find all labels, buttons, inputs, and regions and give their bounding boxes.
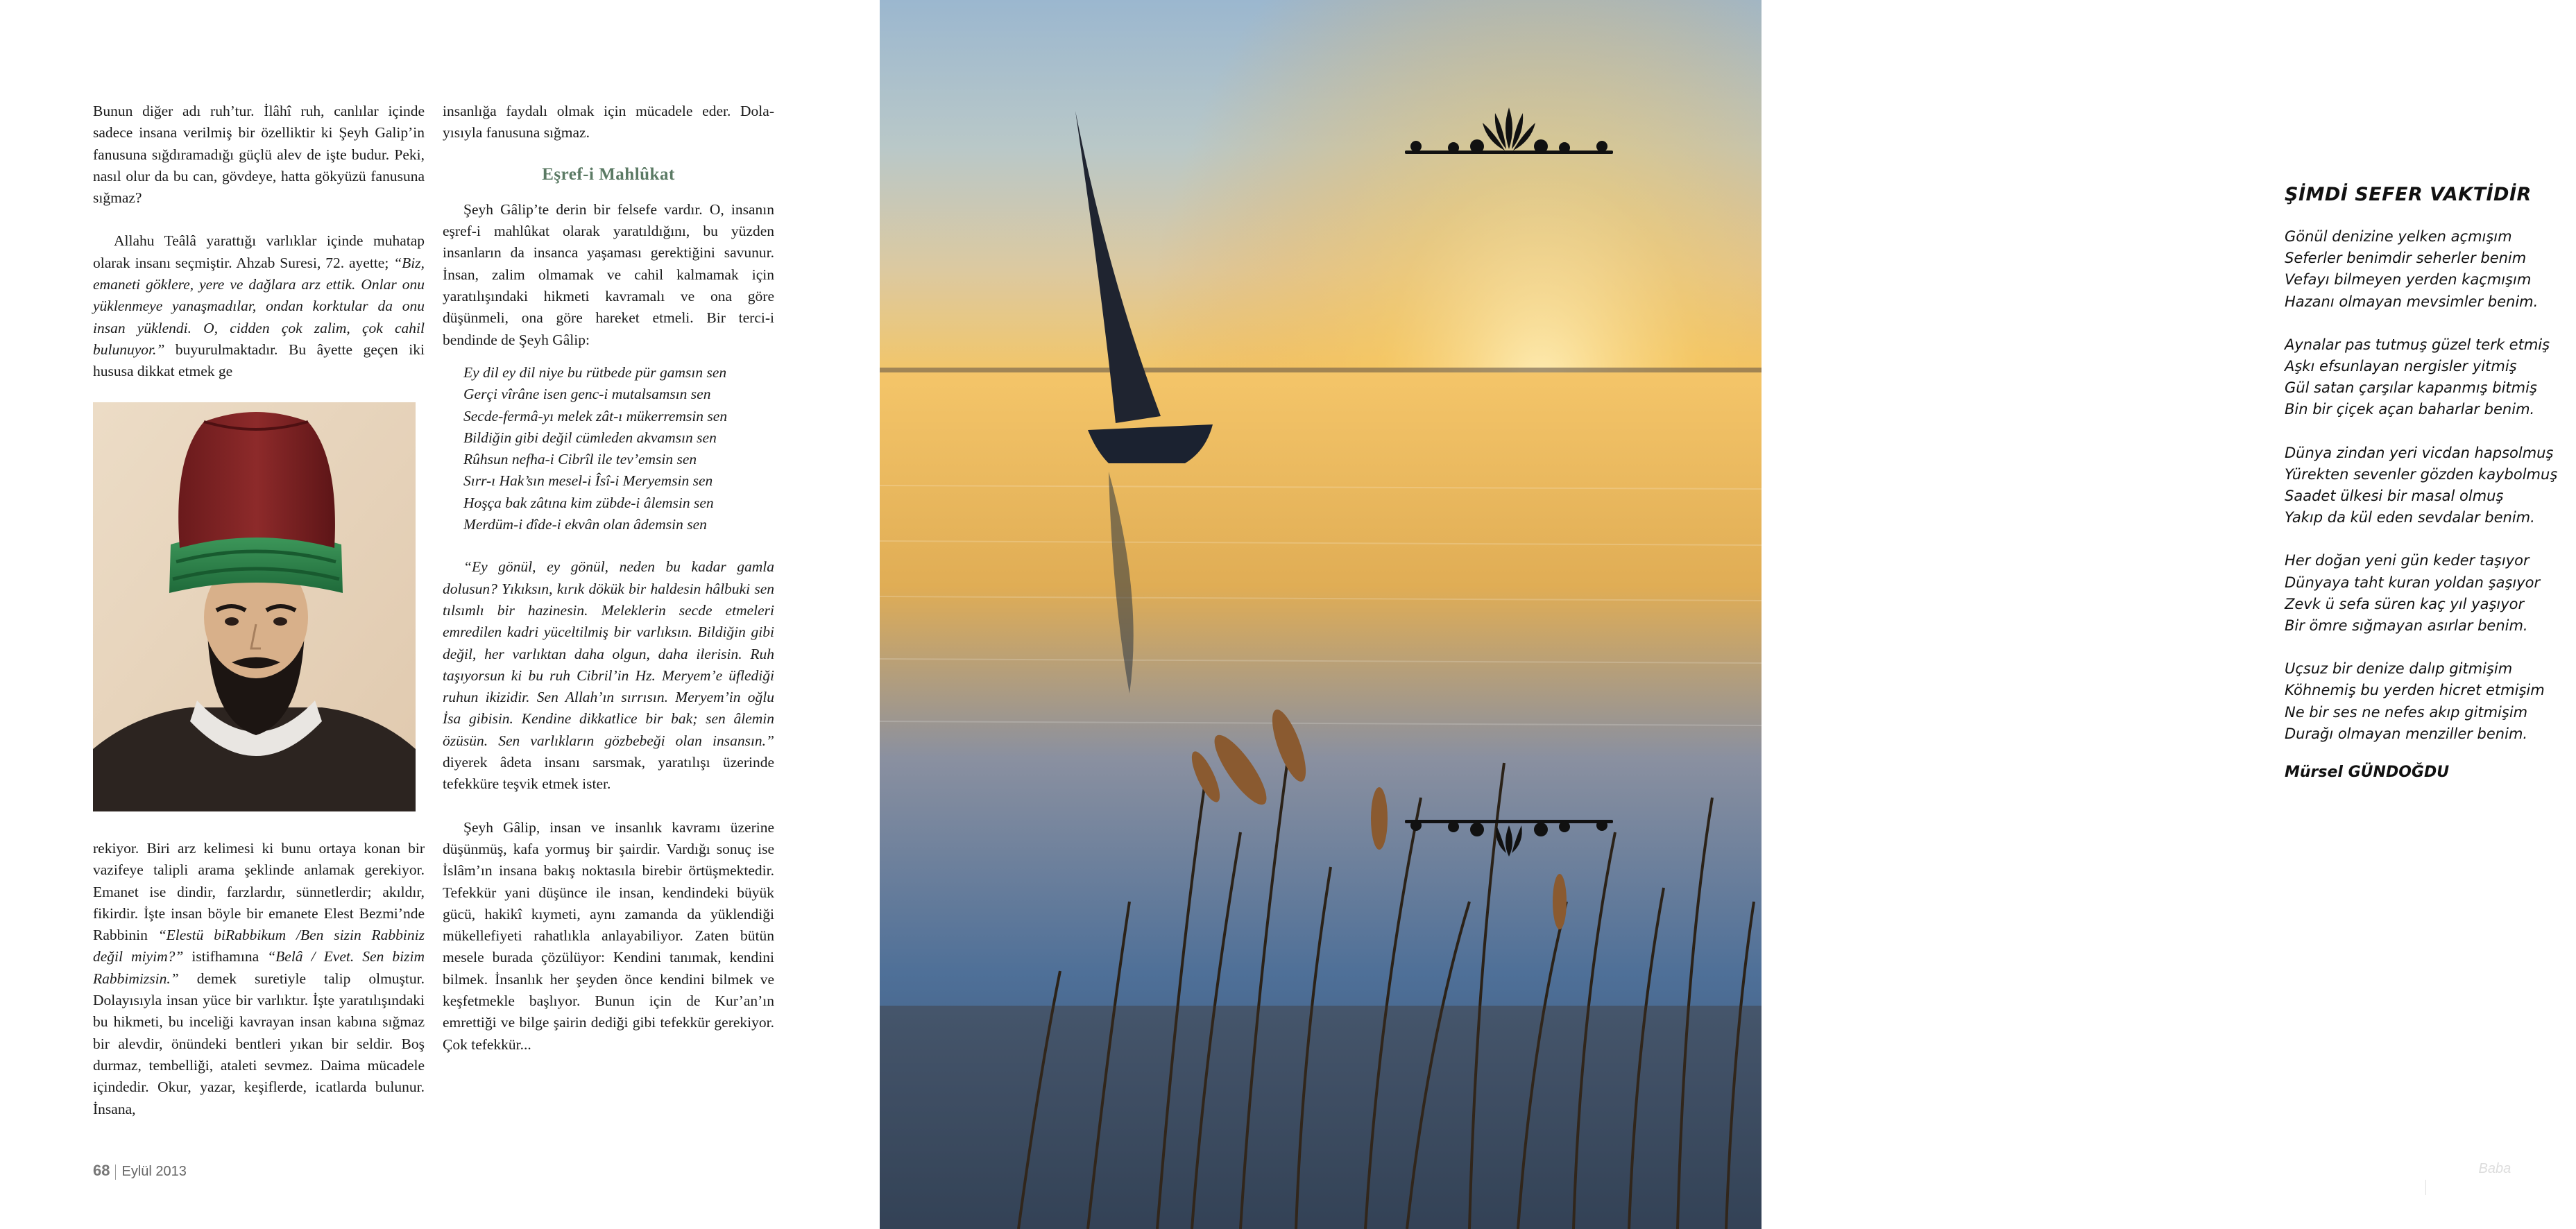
poem-title: ŞİMDİ SEFER VAKTİDİR: [2285, 184, 2532, 205]
poem-stanza: [2285, 550, 2576, 637]
paragraph: Bunun diğer adı ruh’tur. İlâhî ruh, canlılar içinde sadece insana verilmiş bir özelliktir ki Şeyh Galip’in fanusuna sığdıramadığı güçlü alev de işte budur. Peki, nasıl olur da bu can, gövdeye, hatta gökyüzü fanusuna sığmaz?: [93, 103, 425, 207]
poem-line: Aşkı efsunlayan nergisler yitmiş: [2285, 358, 2517, 375]
poem-line: Zevk ü sefa süren kaç yıl yaşıyor: [2285, 595, 2525, 612]
paragraph: [443, 556, 774, 795]
poem-line: Hazanı olmayan mevsimler benim.: [2285, 293, 2539, 310]
poem-line: Bin bir çiçek açan baharlar benim.: [2285, 401, 2535, 418]
quote-text: “Biz, emaneti göklere, yere ve dağlara arz ettik. Onlar onu yüklenmeye yanaşmadılar, ondan korktular da onu insan yüklendi. O, cidden çok zalim, çok cahil bulunuyor.”: [93, 254, 425, 358]
footer-divider: [2425, 1180, 2426, 1195]
poem-stanza: [2285, 442, 2576, 529]
poem-line: Durağı olmayan menziller benim.: [2285, 725, 2528, 742]
section-heading: Eşref-i Mahlûkat: [542, 164, 675, 184]
ornament-bottom: [1405, 811, 1613, 860]
verse-line: Merdüm-i dîde-i ekvân olan âdemsin sen: [463, 516, 707, 533]
brand-name-accent: Baba: [2478, 1161, 2511, 1176]
poem-stanza: [2285, 226, 2576, 313]
poem-line: Seferler benimdir seherler benim: [2285, 250, 2527, 267]
paragraph-text: buyurulmaktadır. Bu âyette geçen iki hususa dikkat etmek ge: [93, 341, 425, 380]
poem-line: Yürekten sevenler gözden kaybolmuş: [2285, 465, 2558, 483]
column-2: [443, 101, 774, 1056]
poem-line: Vefayı bilmeyen yerden kaçmışım: [2285, 271, 2532, 289]
poem-line: Bir ömre sığmayan asırlar benim.: [2285, 617, 2528, 635]
column-1-top: [93, 101, 425, 383]
verse-line: Sırr-ı Hak’sın mesel-i Îsî-i Meryemsin sen: [463, 472, 713, 490]
page-number: 68: [93, 1162, 110, 1179]
poem-line: Gül satan çarşılar kapanmış bitmiş: [2285, 379, 2537, 397]
column-1-bottom: [93, 838, 425, 1120]
quote-text: “Belâ / Evet. Sen bizim Rabbimizsin.”: [93, 948, 425, 987]
issue-date: Eylül 2013: [121, 1164, 187, 1179]
left-page: [0, 0, 880, 1229]
paragraph-text: istifhamına: [183, 948, 268, 965]
verse-line: Rûhsun nefha-i Cibrîl ile tev’emsin sen: [463, 451, 697, 468]
paragraph: Şeyh Gâlip’te derin bir felsefe vardır. O, insanın eşref-i mahlûkat olarak yaratıldığını, bu yüzden insanların da insanca yaşaması gerektiğini savunur. İnsan, zalim olmamak ve cahil kalmamak için yaratılışındaki hikmeti kavramalı ve ona göre düşünmeli, ona göre hareket etmeli. Bir terci-i bendinde de Şeyh Gâlip:: [443, 200, 774, 348]
poem-line: Gönül denizine yelken açmışım: [2285, 228, 2512, 245]
poem-line: Ne bir ses ne nefes akıp gitmişim: [2285, 703, 2528, 721]
sunset-sailboat-photo: [880, 0, 1762, 1229]
verse-line: Bildiğin gibi değil cümleden akvamsın sen: [463, 429, 717, 446]
quote-text: “Elestü biRabbikum /Ben sizin Rabbiniz değil miyim?”: [93, 927, 425, 965]
poem-line: Aynalar pas tutmuş güzel terk etmiş: [2285, 336, 2550, 353]
quote-text: “Ey gönül, ey gönül, neden bu kadar gamla dolusun? Yıkıksın, kırık dökük bir haldesin hâlbuki sen tılsımlı bir hazinesin. Meleklerin secde etmeleri emredilen kadri yüceltilmiş bir varlıksın. Bildiğin gibi değil, her varlıktan daha olgun, daha ilerisin. Ruh taşıyorsun ki bu ruh Cibril’in Hz. Meryem’e üflediği ruhun ikizidir. Sen Allah’ın sırrısın. Meryem’in oğlu İsa gibisin. Kendine dikkatlice bir bak; sen âlemin özüsün. Sen varlıkların gözbebeği olan insansın.”: [443, 558, 774, 749]
right-page-photo: [880, 0, 2558, 1229]
paragraph-text: Allahu Teâlâ yarattığı varlıklar içinde muhatap olarak insanı seçmiştir. Ahzab Suresi, 72. ayette;: [93, 232, 425, 271]
paragraph: [93, 230, 425, 382]
footer-divider: [115, 1164, 116, 1180]
page-footer-left: [93, 1162, 187, 1180]
portrait-illustration: [93, 402, 416, 811]
page-number: 69: [2432, 1177, 2449, 1194]
poem-line: Dünyaya taht kuran yoldan şaşıyor: [2285, 574, 2541, 591]
verse-line: Secde-fermâ-yı melek zât-ı mükerremsin sen: [463, 407, 728, 424]
poem-line: Köhnemiş bu yerden hicret etmişim: [2285, 682, 2545, 699]
poem-line: Saadet ülkesi bir masal olmuş: [2285, 488, 2504, 505]
paragraph-text: rekiyor. Biri arz kelimesi ki bunu ortaya konan bir vazifeye talipli arama şeklinde anlamak gerekiyor. Emanet ise dindir, farzlardır, sünnetlerdir; akıldır, fikirdir. İşte insan böyle bir emanete Elest Bezmi’nde Rabbinin: [93, 840, 425, 944]
poem-author: Mürsel GÜNDOĞDU: [2285, 764, 2450, 782]
poem-line: Dünya zindan yeri vicdan hapsolmuş: [2285, 444, 2554, 461]
paragraph: insanlığa faydalı olmak için mücadele eder. Dolayısıyla fanusuna sığmaz.: [443, 103, 774, 141]
paragraph-text: demek suretiyle talip olmuştur. Dolayısıyla insan yüce bir varlıktır. İşte yaratılışındaki bu hikmeti, bu inceliği kavrayan insan kabına sığmaz bir alevdir, önündeki bentleri yıkan bir seldir. Boş durmaz, tembelliği, ataleti sevmez. Daima mücadele içindedir. Okur, yazar, keşiflerde, icatlarda bulunur. İnsana,: [93, 970, 425, 1117]
poem-line: Her doğan yeni gün keder taşıyor: [2285, 552, 2530, 569]
verse-line: Gerçi vîrâne isen genc-i mutalsamsın sen: [463, 386, 711, 403]
ornament-top: [1405, 101, 1613, 163]
poem: [2285, 184, 2576, 781]
page-footer-right: [2420, 1161, 2511, 1195]
paragraph: [93, 838, 425, 1120]
verse-line: Hoşça bak zâtına kim zübde-i âlemsin sen: [463, 494, 714, 511]
poem-stanza: [2285, 658, 2576, 745]
poem-stanza: [2285, 334, 2576, 421]
brand-name: Somuncu: [2420, 1161, 2479, 1176]
portrait-sheyh-galip: [93, 402, 416, 811]
paragraph: Şeyh Gâlip, insan ve insanlık kavramı üzerine düşünmüş, kafa yormuş bir şairdir. Vardığı sonuç ise İslâm’ın insana bakış noktasıla birebir örtüşmektedir. Tefekkür yani düşünce ile insan, kendindeki büyük gücü, hakikî kıymeti, aynı zamanda da yüklendiği mükellefiyeti rahatlıkla anlayabiliyor. Zaten bütün mesele burada çözülüyor: Kendini tanımak, kendini bilmek. İnsanlık her şeyden önce kendini bilmek ve keşfetmekle başlıyor. Bunun için de Kur’an’ın emrettiği ve bilge şairin dediği gibi tefekkür gerekiyor. Çok tefekkür...: [443, 818, 774, 1053]
verse-block: [443, 362, 774, 535]
poem-line: Uçsuz bir denize dalıp gitmişim: [2285, 660, 2513, 678]
verse-line: Ey dil ey dil niye bu rütbede pür gamsın sen: [463, 363, 727, 381]
paragraph-text: diyerek âdeta insanı sarsmak, yaratılışı üzerinde tefekküre teşvik etmek ister.: [443, 754, 774, 793]
poem-line: Yakıp da kül eden sevdalar benim.: [2285, 509, 2535, 526]
